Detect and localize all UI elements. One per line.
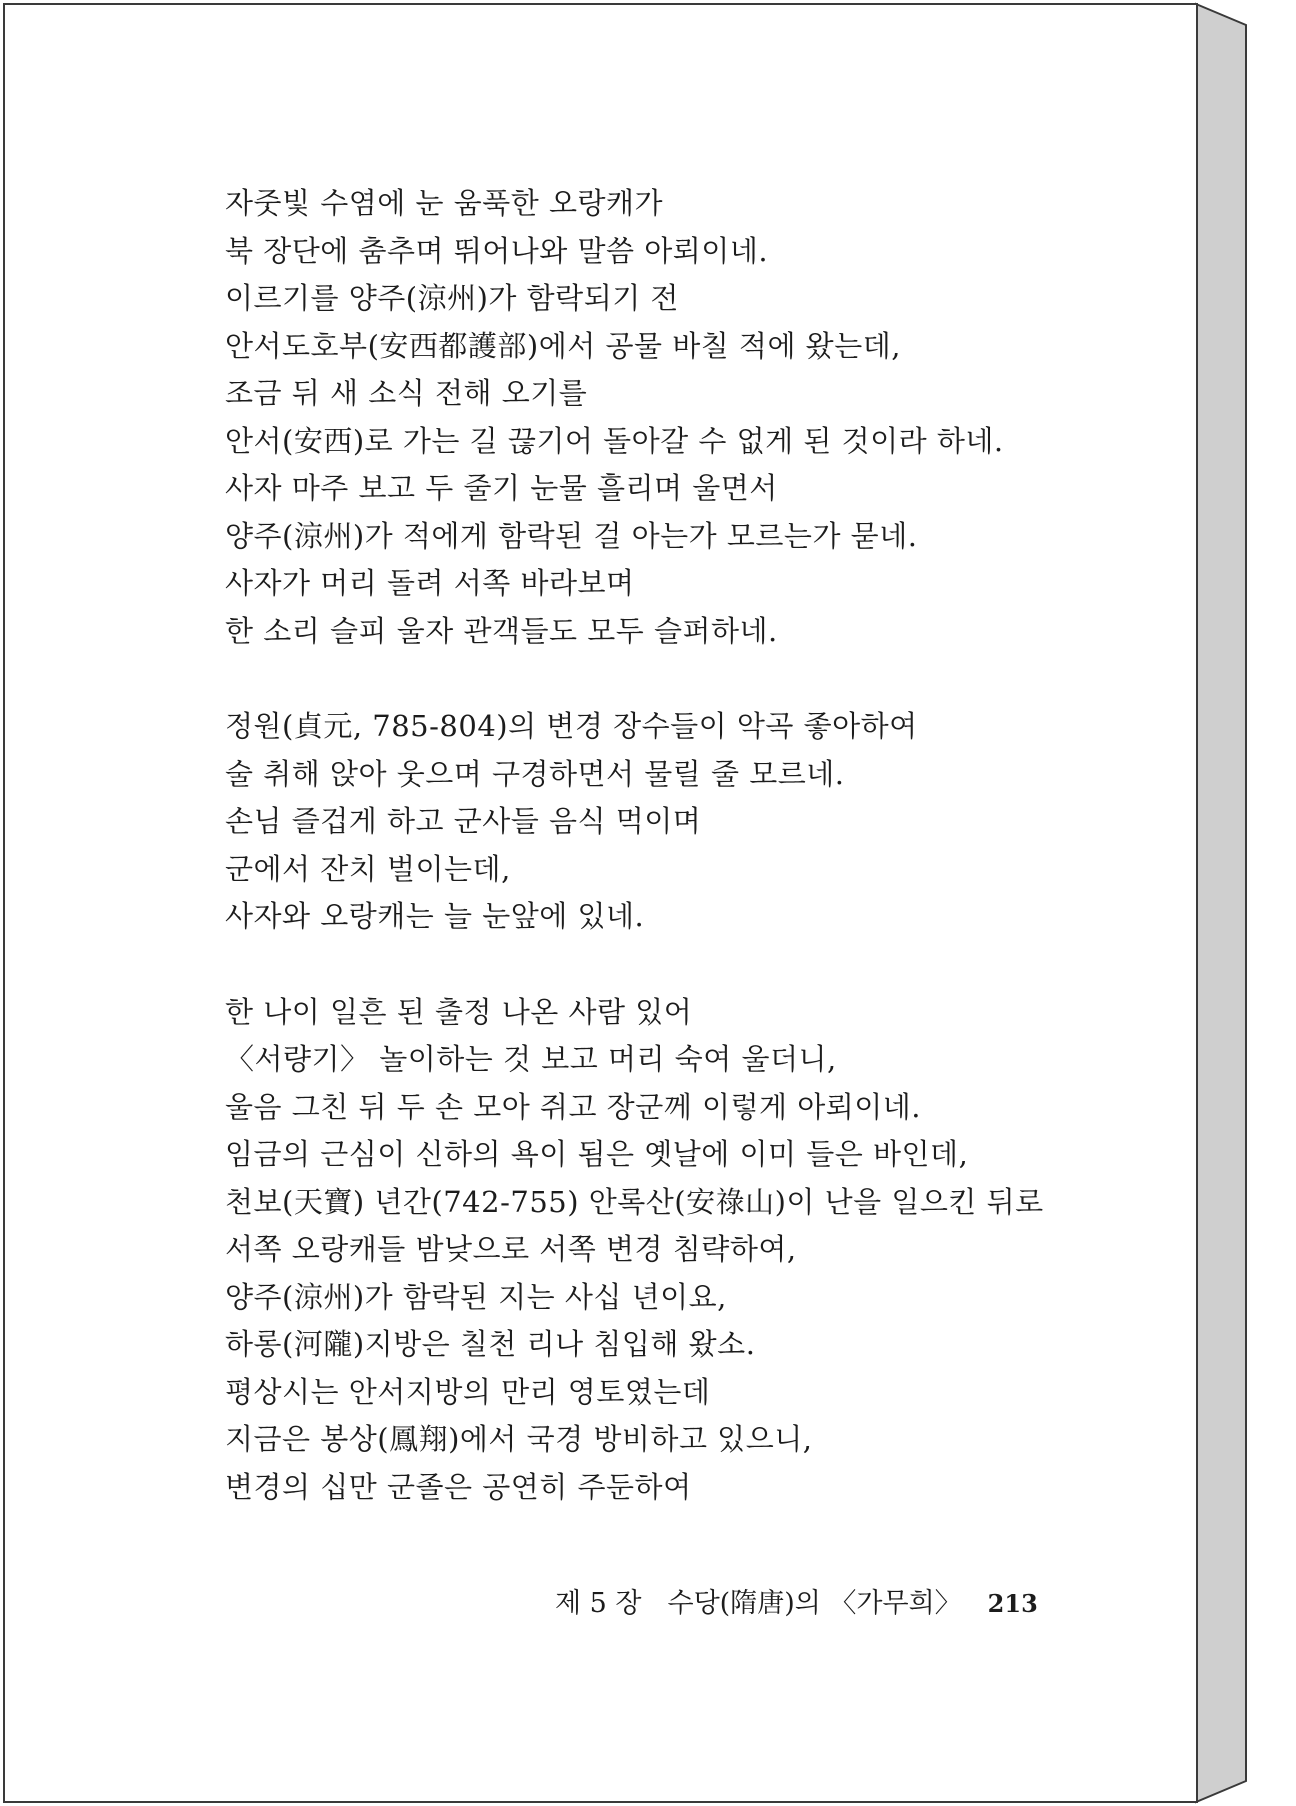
poem-line: 한 소리 슬피 울자 관객들도 모두 슬퍼하네. xyxy=(225,613,778,648)
chapter-label: 제 5 장 xyxy=(555,1588,642,1619)
poem-line: 자줏빛 수염에 눈 움푹한 오랑캐가 xyxy=(225,186,664,220)
poem-line: 양주(涼州)가 함락된 지는 사십 년이요, xyxy=(225,1279,727,1314)
stanza-3 xyxy=(225,989,1085,1512)
poem-line: 정원(貞元, 785-804)의 변경 장수들이 악곡 좋아하여 xyxy=(225,709,918,743)
poem-line: 안서(安西)로 가는 길 끊기어 돌아갈 수 없게 된 것이라 하네. xyxy=(225,423,1004,458)
stanza-2 xyxy=(225,703,1085,941)
poem-line: 임금의 근심이 신하의 욕이 됨은 옛날에 이미 들은 바인데, xyxy=(225,1137,969,1171)
stanza-1 xyxy=(225,180,1085,655)
poem-line: 천보(天寶) 년간(742-755) 안록산(安祿山)이 난을 일으킨 뒤로 xyxy=(225,1184,1044,1219)
poem-line: 술 취해 앉아 웃으며 구경하면서 물릴 줄 모르네. xyxy=(225,756,845,791)
poem-line: 평상시는 안서지방의 만리 영토였는데 xyxy=(225,1374,711,1409)
poem-line: 한 나이 일흔 된 출정 나온 사람 있어 xyxy=(225,994,693,1029)
poem-line: 군에서 잔치 벌이는데, xyxy=(225,851,511,886)
poem-line: 사자와 오랑캐는 늘 눈앞에 있네. xyxy=(225,899,645,933)
poem-line: 변경의 십만 군졸은 공연히 주둔하여 xyxy=(225,1469,692,1504)
poem-body xyxy=(225,180,1085,1511)
poem-line: 손님 즐겁게 하고 군사들 음식 먹이며 xyxy=(225,804,702,838)
poem-line: 이르기를 양주(涼州)가 함락되기 전 xyxy=(225,281,679,315)
poem-line: 사자 마주 보고 두 줄기 눈물 흘리며 울면서 xyxy=(225,471,778,505)
poem-line: 북 장단에 춤추며 뛰어나와 말씀 아뢰이네. xyxy=(225,233,769,268)
page-number: 213 xyxy=(987,1589,1038,1618)
running-footer xyxy=(555,1582,1038,1626)
poem-line: 하롱(河隴)지방은 칠천 리나 침입해 왔소. xyxy=(225,1327,756,1361)
poem-line: 안서도호부(安西都護部)에서 공물 바칠 적에 왔는데, xyxy=(225,328,901,363)
poem-line: 서쪽 오랑캐들 밤낮으로 서쪽 변경 침략하여, xyxy=(225,1232,797,1266)
poem-line: 지금은 봉상(鳳翔)에서 국경 방비하고 있으니, xyxy=(225,1422,813,1456)
section-title: 수당(隋唐)의 〈가무희〉 xyxy=(667,1588,962,1619)
poem-line: 울음 그친 뒤 두 손 모아 쥐고 장군께 이렇게 아뢰이네. xyxy=(225,1089,921,1124)
poem-line: 조금 뒤 새 소식 전해 오기를 xyxy=(225,376,588,410)
poem-line: 양주(涼州)가 적에게 함락된 걸 아는가 모르는가 묻네. xyxy=(225,518,918,553)
poem-line: 〈서량기〉 놀이하는 것 보고 머리 숙여 울더니, xyxy=(225,1042,837,1076)
poem-line: 사자가 머리 돌려 서쪽 바라보며 xyxy=(225,566,635,600)
